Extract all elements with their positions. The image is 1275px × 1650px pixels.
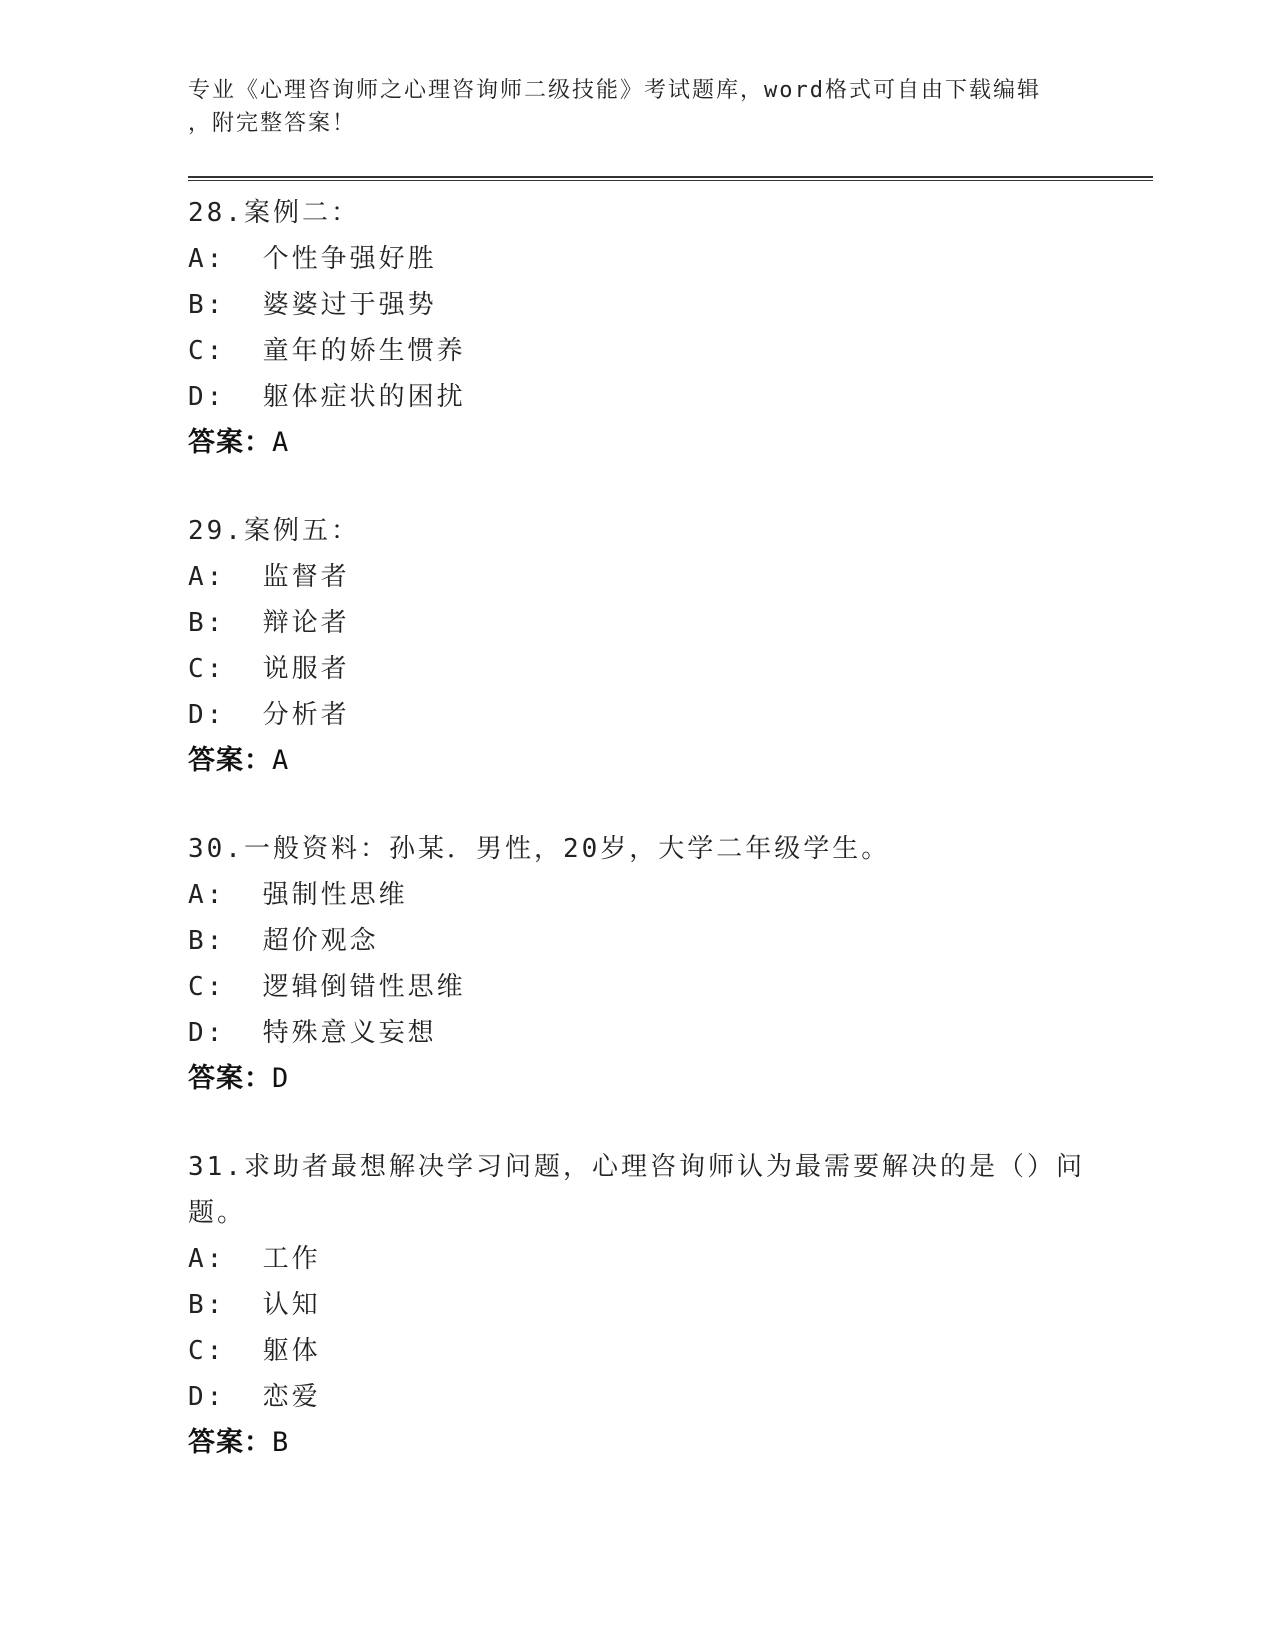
- option-b: B: 认知: [188, 1290, 321, 1320]
- answer-line: [188, 420, 1108, 466]
- option-c: C: 躯体: [188, 1336, 321, 1366]
- answer-label: 答案：: [188, 427, 272, 458]
- answer-line: [188, 1420, 1108, 1466]
- header-divider: [188, 176, 1153, 181]
- option-a: A: 个性争强好胜: [188, 244, 437, 274]
- option-c: C: 童年的娇生惯养: [188, 336, 466, 366]
- option-c: C: 说服者: [188, 654, 350, 684]
- question-30: [188, 826, 1108, 1102]
- header-line-1: 专业《心理咨询师之心理咨询师二级技能》考试题库，word格式可自由下载编辑: [188, 78, 1041, 103]
- question-stem: 29.案例五：: [188, 516, 360, 546]
- question-29: [188, 508, 1108, 784]
- option-d: D: 恋爱: [188, 1382, 321, 1412]
- answer-label: 答案：: [188, 1063, 272, 1094]
- option-a: A: 工作: [188, 1244, 321, 1274]
- answer-line: [188, 738, 1108, 784]
- question-list: [188, 190, 1108, 1508]
- option-d: D: 分析者: [188, 700, 350, 730]
- answer-label: 答案：: [188, 745, 272, 776]
- option-a: A: 监督者: [188, 562, 350, 592]
- answer-value: B: [272, 1427, 290, 1458]
- option-c: C: 逻辑倒错性思维: [188, 972, 466, 1002]
- header-line-2: ，附完整答案！: [188, 111, 357, 136]
- option-d: D: 特殊意义妄想: [188, 1018, 437, 1048]
- option-d: D: 躯体症状的困扰: [188, 382, 466, 412]
- option-a: A: 强制性思维: [188, 880, 408, 910]
- question-28: [188, 190, 1108, 466]
- option-b: B: 超价观念: [188, 926, 379, 956]
- question-stem: 31.求助者最想解决学习问题，心理咨询师认为最需要解决的是（）问题。: [188, 1152, 1085, 1228]
- question-stem: 30.一般资料：孙某．男性，20岁，大学二年级学生。: [188, 834, 891, 864]
- document-header: [188, 74, 1068, 140]
- option-b: B: 婆婆过于强势: [188, 290, 437, 320]
- question-31: [188, 1144, 1108, 1466]
- answer-value: A: [272, 745, 290, 776]
- answer-value: A: [272, 427, 290, 458]
- answer-label: 答案：: [188, 1427, 272, 1458]
- answer-value: D: [272, 1063, 290, 1094]
- option-b: B: 辩论者: [188, 608, 350, 638]
- answer-line: [188, 1056, 1108, 1102]
- question-stem: 28.案例二：: [188, 198, 360, 228]
